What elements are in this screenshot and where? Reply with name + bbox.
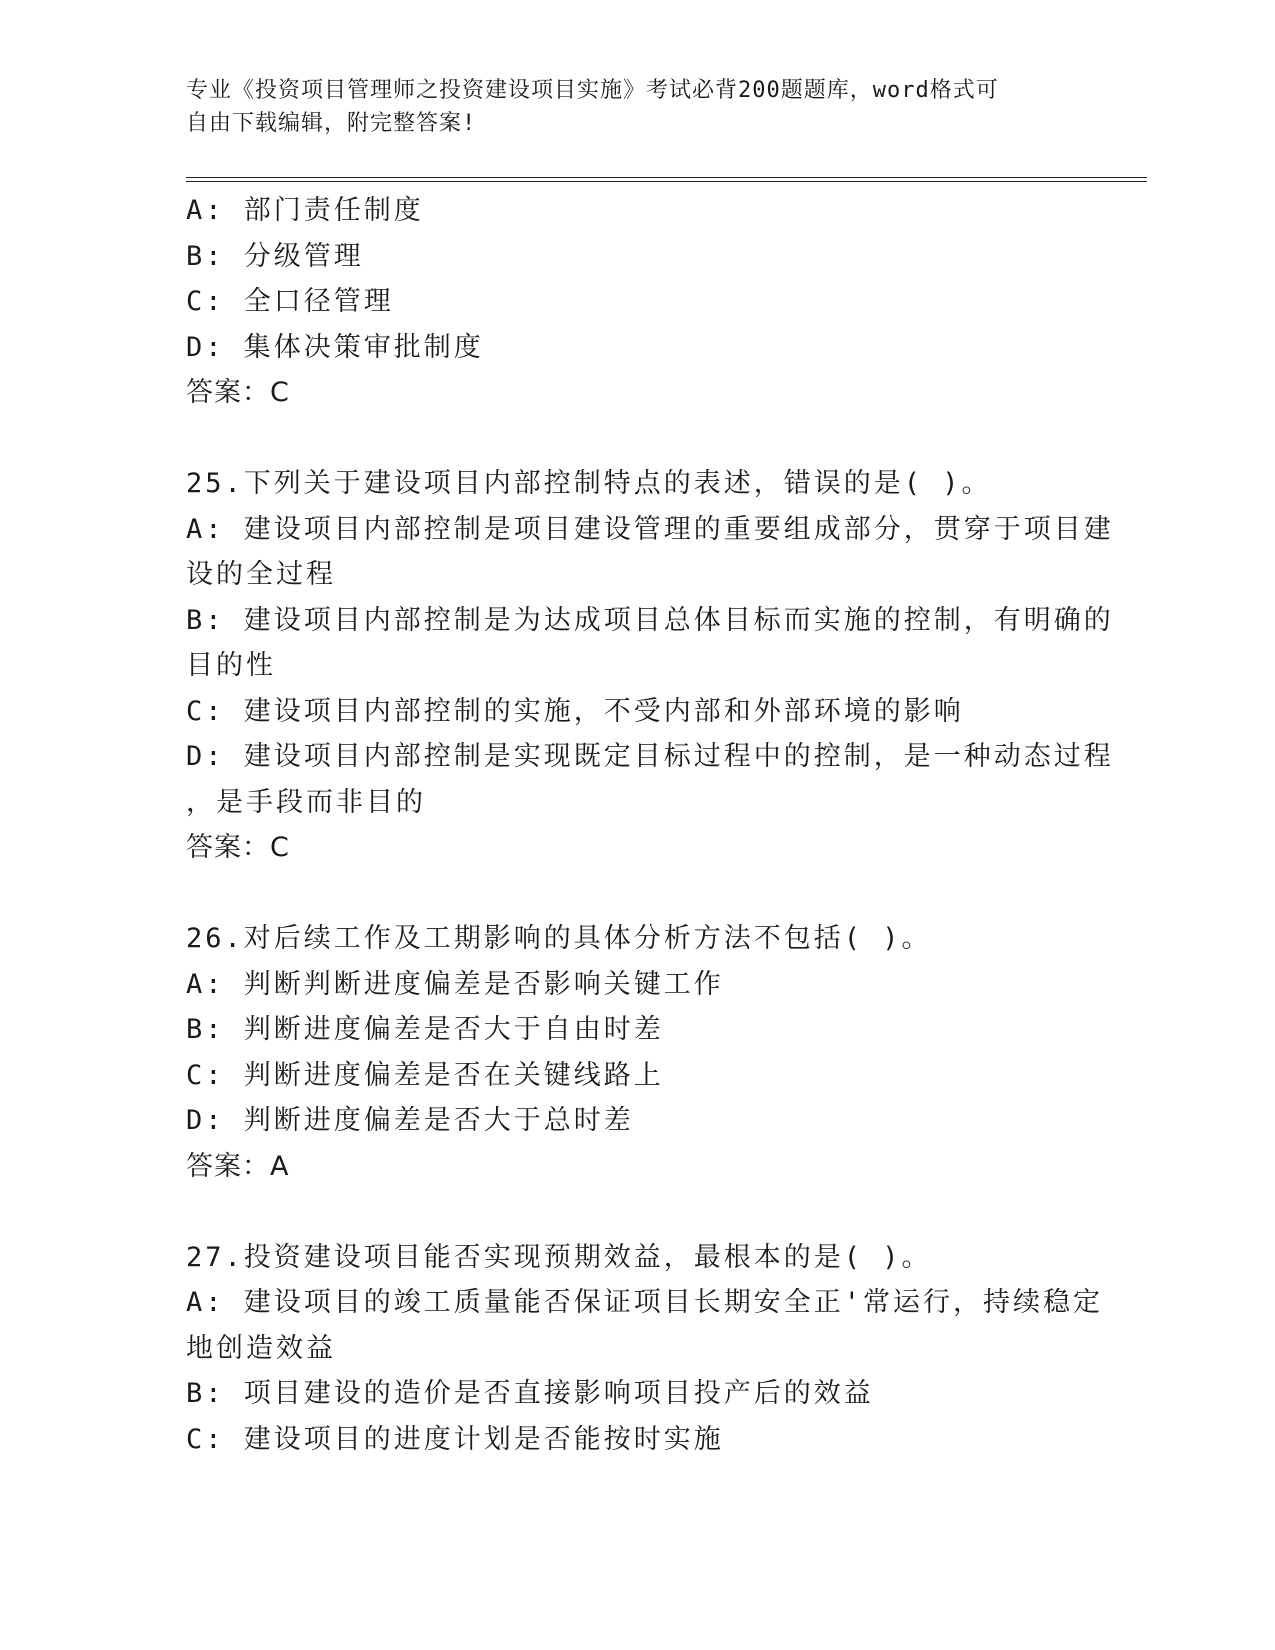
answer-line: 答案：C — [186, 832, 290, 863]
question-list — [186, 188, 1114, 1462]
option-b-line-2: 目的性 — [186, 650, 276, 681]
option-a-line-1: A: 建设项目的竣工质量能否保证项目长期安全正'常运行，持续稳定 — [186, 1287, 1104, 1318]
answer-line: 答案：C — [186, 377, 290, 408]
option-d: D: 判断进度偏差是否大于总时差 — [186, 1105, 634, 1136]
option-a: A: 部门责任制度 — [186, 195, 424, 226]
question-stem: 25.下列关于建设项目内部控制特点的表述，错误的是( )。 — [186, 468, 992, 499]
question-24-continued — [186, 188, 1066, 416]
question-26 — [186, 916, 1066, 1189]
spacer — [186, 1189, 1066, 1235]
spacer — [186, 871, 1066, 917]
option-b-line-1: B: 建设项目内部控制是为达成项目总体目标而实施的控制，有明确的 — [186, 604, 1114, 636]
question-stem: 26.对后续工作及工期影响的具体分析方法不包括( )。 — [186, 923, 932, 954]
option-a: A: 判断判断进度偏差是否影响关键工作 — [186, 968, 724, 1000]
option-a-line-1: A: 建设项目内部控制是项目建设管理的重要组成部分，贯穿于项目建 — [186, 513, 1114, 545]
option-b: B: 判断进度偏差是否大于自由时差 — [186, 1014, 664, 1045]
option-d-line-1: D: 建设项目内部控制是实现既定目标过程中的控制，是一种动态过程 — [186, 741, 1114, 772]
option-d-line-2: ，是手段而非目的 — [186, 786, 426, 818]
question-stem: 27.投资建设项目能否实现预期效益，最根本的是( )。 — [186, 1241, 932, 1273]
document-header — [186, 74, 1086, 140]
option-a-line-2: 地创造效益 — [186, 1332, 336, 1364]
document-page — [186, 0, 1136, 1650]
answer-line: 答案：A — [186, 1150, 290, 1182]
option-c: C: 建设项目内部控制的实施，不受内部和外部环境的影响 — [186, 695, 964, 727]
header-divider — [186, 177, 1147, 182]
option-c: C: 全口径管理 — [186, 286, 394, 317]
option-b: B: 分级管理 — [186, 240, 364, 272]
spacer — [186, 416, 1066, 462]
option-c: C: 建设项目的进度计划是否能按时实施 — [186, 1423, 724, 1455]
option-c: C: 判断进度偏差是否在关键线路上 — [186, 1059, 664, 1091]
header-line-1: 专业《投资项目管理师之投资建设项目实施》考试必背200题题库，word格式可 — [186, 78, 999, 103]
option-b: B: 项目建设的造价是否直接影响项目投产后的效益 — [186, 1378, 874, 1409]
question-25 — [186, 461, 1114, 871]
header-line-2: 自由下载编辑，附完整答案! — [186, 111, 477, 136]
question-27 — [186, 1235, 1104, 1463]
option-a-line-2: 设的全过程 — [186, 559, 336, 590]
option-d: D: 集体决策审批制度 — [186, 331, 484, 363]
